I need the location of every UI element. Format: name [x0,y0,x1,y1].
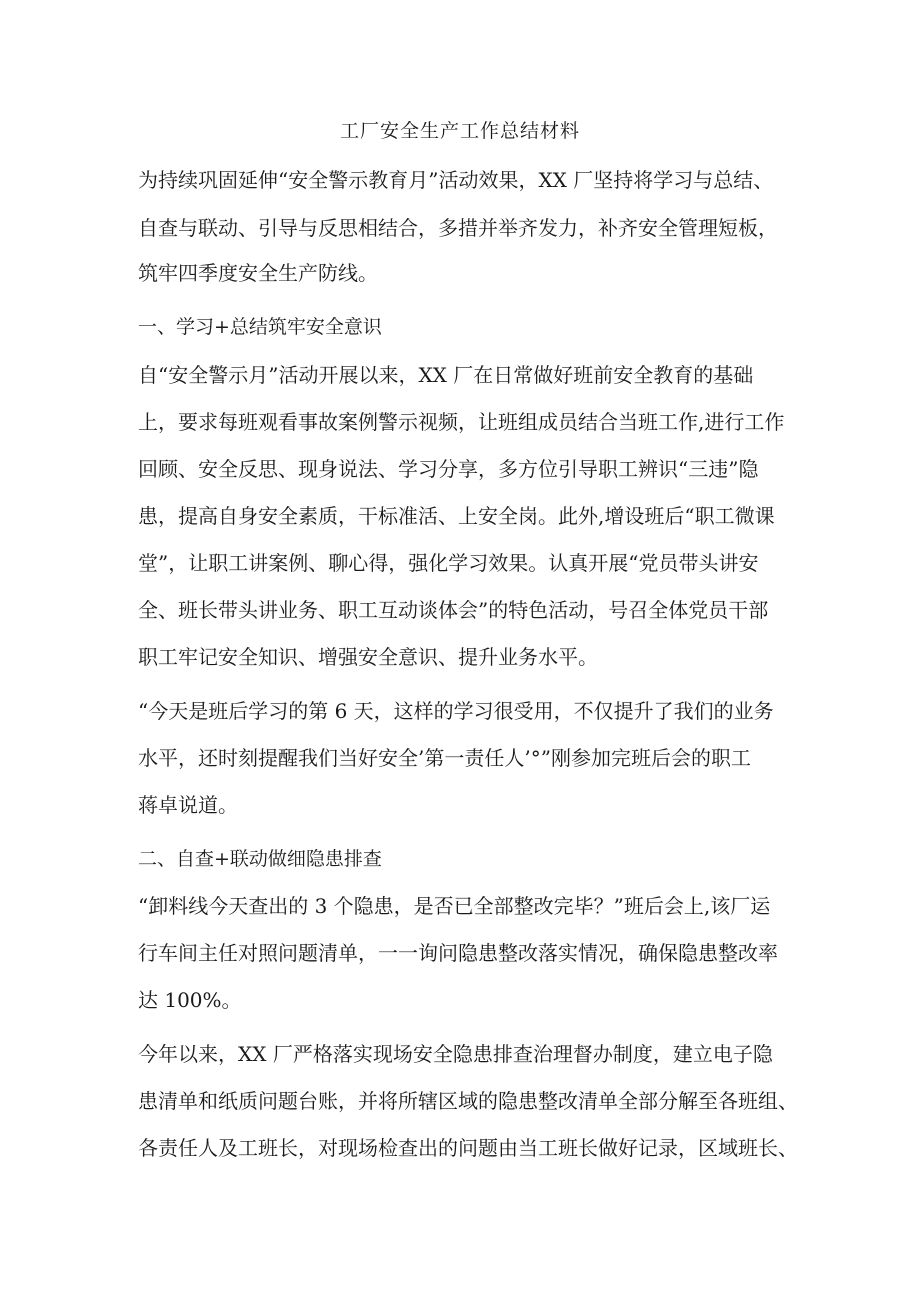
quote-line: 蒋卓说道。 [138,793,238,817]
section-heading: 二、自查+联动做细隐患排查 [138,848,382,870]
paragraph-line: “卸料线今天查出的 3 个隐患，是否已全部整改完毕？”班后会上,该厂运 [138,894,771,918]
paragraph-line: 筑牢四季度安全生产防线。 [138,261,378,285]
quote-line: “今天是班后学习的第 6 天，这样的学习很受用，不仅提升了我们的业务 [138,699,774,723]
document-title: 工厂安全生产工作总结材料 [339,120,580,142]
paragraph-line: 自“安全警示月”活动开展以来，XX 厂在日常做好班前安全教育的基础 [138,363,754,387]
paragraph-line: 自查与联动、引导与反思相结合，多措并举齐发力，补齐安全管理短板， [138,216,778,240]
paragraph-line: 今年以来，XX 厂严格落实现场安全隐患排查治理督办制度，建立电子隐 [138,1042,773,1066]
paragraph-line: 回顾、安全反思、现身说法、学习分享，多方位引导职工辨识“三违”隐 [138,457,759,481]
paragraph-line: 职工牢记安全知识、增强安全意识、提升业务水平。 [138,645,598,669]
paragraph-line: 堂”，让职工讲案例、聊心得，强化学习效果。认真开展“党员带头讲安 [138,551,759,575]
paragraph-line: 为持续巩固延伸“安全警示教育月”活动效果，XX 厂坚持将学习与总结、 [138,168,774,192]
paragraph-line: 行车间主任对照问题清单，一一询问隐患整改落实情况，确保隐患整改率 [138,941,778,965]
paragraph-line: 上，要求每班观看事故案例警示视频，让班组成员结合当班工作,进行工作 [138,410,785,434]
paragraph-line: 患清单和纸质问题台账，并将所辖区域的隐患整改清单全部分解至各班组、 [138,1089,798,1113]
quote-line: 水平，还时刻提醒我们当好安全’第一责任人’°”刚参加完班后会的职工 [138,746,751,770]
section-heading: 一、学习+总结筑牢安全意识 [138,316,382,338]
paragraph-line: 患，提高自身安全素质，干标准活、上安全岗。此外,增设班后“职工微课 [138,504,775,528]
paragraph-line: 全、班长带头讲业务、职工互动谈体会”的特色活动，号召全体党员干部 [138,598,769,622]
paragraph-line: 达 100%。 [138,988,242,1012]
paragraph-line: 各责任人及工班长，对现场检查出的问题由当工班长做好记录，区域班长、 [138,1136,798,1160]
